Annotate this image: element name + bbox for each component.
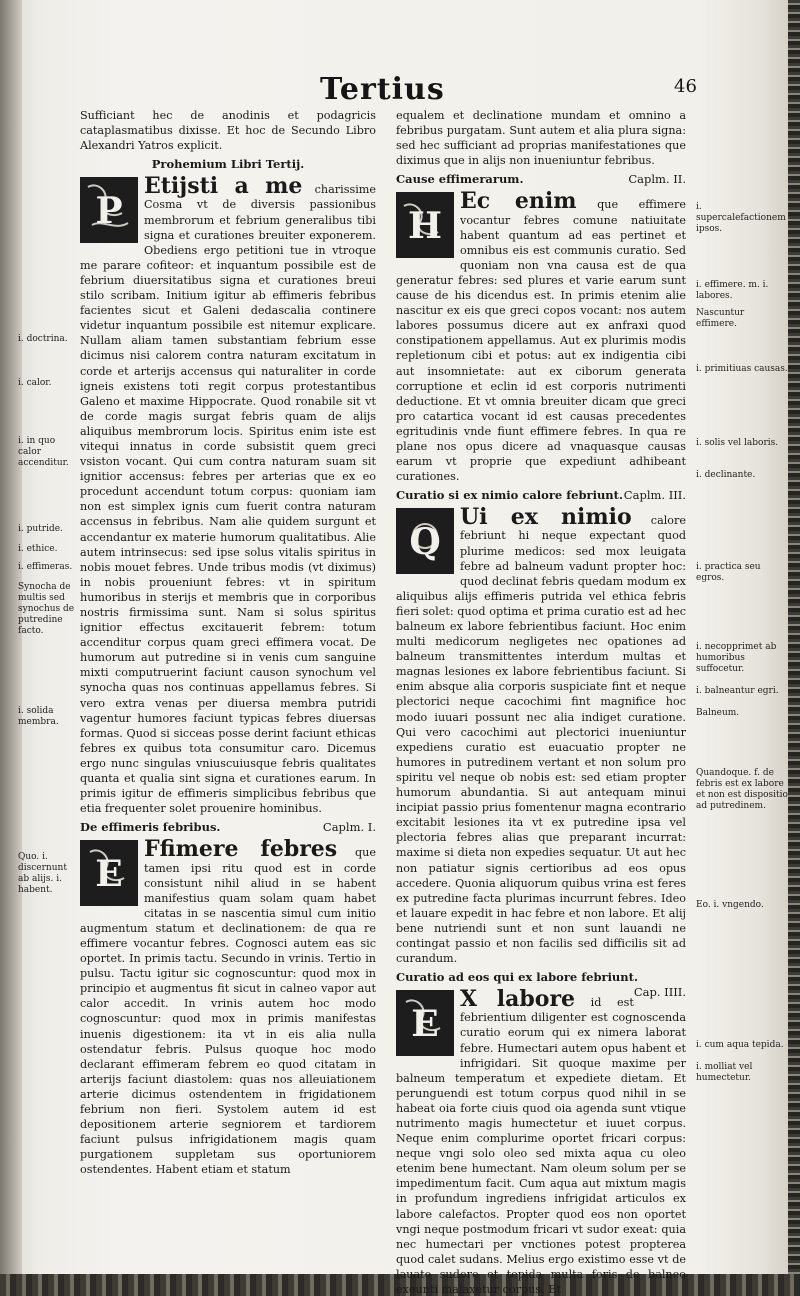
section-title: Curatio ad eos qui ex labore febriunt.: [396, 970, 638, 985]
decorated-initial-e: [396, 990, 454, 1056]
paragraph-text: calore febriunt hi neque expectant quod plurime medicos: sed mox leuigata febre ad balneum vadunt propter hoc: quod declinat febris quedam modum ex aliquibus alijs effimeris putrida vel ethica febris fieri solet: quod optima et prima curatio est ad hec balneum ex labore febrientibus faciunt. Hoc enim multi medicorum negligetes nec opationes ad balneum transmittentes interdum multas et magnas lesiones ex labore febrientibus faciunt. Si enim absque alia corporis suspiciate fint et neque plectorici neque cacochimi fint magnifice hoc modo iuuari possunt nec alia indiget curatione. Qui vero cacochimi aut plectorici inueniuntur expediens curatio est euacuatio propter ne humores in putredinem vertant et non solum pro spiritu vel neque ob nobis est: sed etiam propter humorum abundantia. Si aut antequam minui incipiat passio prius fomentenur magna econtrario excitabit lesiones ita vt ex putredine ipsa vel plectoria febres alias que preparant incurrat: maxime si dieta non expedies sequatur. Ut aut hec non patiatur signis certioribus ad eos opus accedere. Quonia aliquorum quibus vrina est feres ex putredine facta plurimas incurrunt febres. Ideo et lauare expedit in hac febre et non labore. Et alij bene nutriendi sunt et non sunt lauandi ne contingat passio et non facilis sed difficilis sit ad curandum.: [396, 514, 687, 966]
section-heading: [396, 970, 686, 1000]
margin-note-right: Nascuntur effimere.: [696, 308, 745, 329]
section-title: Cause effimerarum.: [396, 172, 524, 187]
margin-note-left: i. ethice.: [18, 544, 58, 554]
section-heading: [396, 172, 686, 187]
chapter-label: Cap. IIII.: [633, 985, 686, 1000]
initial-letter: Q: [409, 521, 441, 564]
section-heading: [396, 488, 686, 503]
lead-words: Ffimere febres: [144, 836, 338, 863]
initial-letter: P: [95, 190, 123, 233]
initial-ornament-icon: [398, 992, 452, 1054]
initial-letter: E: [95, 853, 123, 896]
lead-words: Ec enim: [460, 188, 577, 215]
lead-words: Etijsti a me: [144, 173, 303, 200]
initial-letter: E: [411, 1003, 439, 1046]
margin-note-left: i. putride.: [18, 524, 63, 534]
page-title: Tertius: [320, 72, 445, 107]
decorated-initial-e: [80, 840, 138, 906]
section-title: De effimeris febribus.: [80, 820, 221, 835]
paragraph-text: que effimere vocantur febres comune natiuitate habent quantum ad eas pertinet et omnibus eis est communis curatio. Sed quoniam non vna causa est de qua generatur febres: sed plures et varie earum sunt cause de his dicendus est. In primis etenim alie nascitur ex eis que greci copos vocant: nos autem labores possumus dicere aut ex anfraxi quod constipationem appellamus. Aut ex plurimis modis repletionum cibi et potus: aut ex indigentia cibi aut insomnietate: aut ex ciborum generata corruptione et eclin id est corporis nutrimenti deductione. Et vt omnia breuiter dicam que greci pro catartica vocant id est causas precedentes egritudinis vnde fiunt effimere febres. In qua re plane nos opus dicere ad vnaquasque causas earum vt proprie que expediunt adhibeant curationes.: [396, 198, 686, 484]
effimeris-paragraph: [80, 838, 376, 1177]
continued-paragraph: equalem et declinatione mundam et omnino a febribus purgatam. Sunt autem et alia plura signa: sed hec sufficiant ad proprias manifestationes que diximus que in alijs non inueniuntur febribus.: [396, 109, 686, 168]
margin-note-right: Eo. i. vngendo.: [696, 900, 764, 910]
initial-ornament-icon: [398, 194, 452, 256]
curatio-paragraph: [396, 506, 686, 966]
margin-note-right: Quandoque. f. de febris est ex labore et non est dispositio ad putredinem.: [696, 768, 788, 811]
margin-note-left: i. doctrina.: [18, 334, 68, 344]
margin-note-right: i. necopprimet ab humoribus suffocetur.: [696, 642, 777, 674]
paragraph-text: que tamen ipsi ritu quod est in corde consistunt nihil aliud in se habent manifestius quam solam quam habet citatas in se nascentia simul cum initio augmentum statum et declinationem: de qua re effimere vocantur febres. Cognosci autem eas sic oportet. In primis tactu. Secundo in vrinis. Tertio in pulsu. Tactu igitur sic cognoscuntur: quod mox in principio et augmentus fit sicut in calneo vapor aut calor accedit. In vrinis autem hoc modo cognoscuntur: quod mox in primis manifestas inuenis digestionem: ita vt in eis alia nulla ostendatur febris. Pulsus quoque hoc modo declarant effimeram febrem eo quod citatam in arterijs faciunt diastolem: quas nos alleuiationem arterie dicimus ostendentem in frigidationem febrium non fieri. Systolem autem id est depositionem arterie segniorem et tardiorem faciunt pulsus infrigidationem magis quam purgationem suppletam sus oportuniorem ostendentes. Habent etiam et statum: [80, 846, 376, 1177]
margin-note-left: Quo. i. discernunt ab alijs. i. habent.: [18, 852, 67, 895]
labore-paragraph: [396, 988, 686, 1296]
margin-note-right: i. practica seu egros.: [696, 562, 761, 583]
folio-number: 46: [674, 76, 697, 97]
chapter-label: Caplm. I.: [322, 820, 376, 835]
margin-note-right: i. balneantur egri.: [696, 686, 779, 696]
right-column: [396, 108, 686, 1296]
margin-note-right: i. supercalefactionem ipsos.: [696, 202, 786, 234]
margin-note-right: i. molliat vel humectetur.: [696, 1062, 753, 1083]
margin-note-right: Balneum.: [696, 708, 740, 718]
chapter-label: Caplm. III.: [623, 488, 686, 503]
paragraph-text: charissime Cosma vt de diversis passionibus membrorum et febrium generalibus tibi signa et curationes breuiter exponerem. Obediens ergo petitioni tue in vtroque me parare cofiteor: et inquantum possibile est de febrium diuersitatibus signa et curationes breui stilo scribam. Initium igitur ab effimeris febribus facientes sicut et Galeni dedascalia continere videtur inquantum possibile est nitemur explicare. Nullam aliam tamen substantiam febrium esse dicimus nisi calorem contra naturam excitatum in corde et arterijs accensus qui naturaliter in corde igneis existens toti regit corpus protestantibus Galeno et maxime Hippocrate. Quod ronabile sit vt de corde magis surgat febris quam de alijs aliquibus membrorum locis. Spiritus enim iste est vitequi innatus in corde subsistit quem greci vsiston vocant. Qui cum contra naturam suam sit ignitior accensus: febres per arterias que ex eo procedunt accendunt totum corpus: quoniam iam non est simplex ignis cum fuerit contra naturam accensus in febribus. Nam alie quidem surgunt et accendantur ex materie humorum qualitatibus. Alie autem intrinsecus: sed ipse solus vitalis spiritus in nobis mouet febres. Unde tribus modis (vt diximus) in nobis proueniunt febres: vt in spiritum humoribus in sterijs et membris que in corporibus nostris firmissima sunt. Nam si solus spiritus ignitior effectus excitauerit febrem: totum accenditur corpus quam greci effimera vocat. De humorum aut putredine si in venis cum sanguine mixti computruerint faciunt causon synochum vel synocha quas nos continuas appellamus febres. Si vero extra venas per diuersa membra putridi vagentur humores faciunt typicas febres diuersas formas. Quod si sicceas posse derint faciunt ethicas febres ex quibus tota consumitur caro. Dicemus ergo nunc singulas vniuscuiusque febris qualitates quanta et qualia sint signa et curationes earum. In primis igitur de effimeris simplicibus febribus que etia frequenter solet prouenire hominibus.: [80, 183, 376, 816]
initial-ornament-icon: [398, 510, 452, 572]
section-heading: [80, 820, 376, 835]
causes-paragraph: [396, 190, 686, 484]
decorated-initial-q: [396, 508, 454, 574]
initial-ornament-icon: [82, 179, 136, 241]
chapter-label: Caplm. II.: [628, 172, 686, 187]
paragraph-text: id est febrientium diligenter est cognoscenda curatio eorum qui ex nimera laborat febre. Humectari autem opus habent et infrigidari. Sit quoque maxime per balneum temperatum et expediete dietam. Et perunguendi est totum corpus quod nihil in se habeat oia forte ciuis quod oia agenda sunt vtique nutrimento magis humectetur et iuuet corpus. Neque enim complurime oportet fricari corpus: neque vngi solo oleo sed mixta aqua cu oleo etenim bene humectant. Nam oleum solum per se impedimentum facit. Cum aqua aut mixtum magis in profundum ingrediens infrigidat articulos ex labore calefactos. Propter quod eos non oportet vngi neque postmodum fricari vt sudor exeat: quia nec humectari per vnctiones potest propterea quod calet sudans. Melius ergo existimo esse vt de lauato sudore et tepida multa foris de balneo exeunti malaxetur corpus. Et: [396, 996, 686, 1296]
margin-note-left: i. solida membra.: [18, 706, 59, 727]
initial-ornament-icon: [82, 842, 136, 904]
margin-note-left: i. calor.: [18, 378, 52, 388]
lead-words: X labore: [460, 986, 576, 1013]
section-title: Curatio si ex nimio calore febriunt.: [396, 488, 623, 503]
margin-note-right: i. effimere. m. i. labores.: [696, 280, 769, 301]
decorated-initial-h: [396, 192, 454, 258]
decorated-initial-p: [80, 177, 138, 243]
lead-words: Ui ex nimio: [460, 504, 632, 531]
left-column: [80, 108, 376, 1181]
prohemium-paragraph: [80, 175, 376, 816]
intro-paragraph: Sufficiant hec de anodinis et podagricis cataplasmatibus dixisse. Et hoc de Secundo Libro Alexandri Yatros explicit.: [80, 109, 376, 153]
margin-note-right: i. solis vel laboris.: [696, 438, 779, 448]
margin-note-right: i. declinante.: [696, 470, 756, 480]
margin-note-right: i. primitiuas causas.: [696, 364, 788, 374]
margin-note-left: i. in quo calor accenditur.: [18, 436, 69, 468]
initial-letter: H: [407, 205, 443, 248]
prohemium-heading: Prohemium Libri Tertij.: [151, 157, 305, 172]
page-edge-right: [788, 0, 800, 1296]
margin-note-right: i. cum aqua tepida.: [696, 1040, 784, 1050]
margin-note-left: Synocha de multis sed synochus de putredine facto.: [18, 582, 75, 636]
margin-note-left: i. effimeras.: [18, 562, 73, 572]
page-gutter: [0, 0, 22, 1296]
